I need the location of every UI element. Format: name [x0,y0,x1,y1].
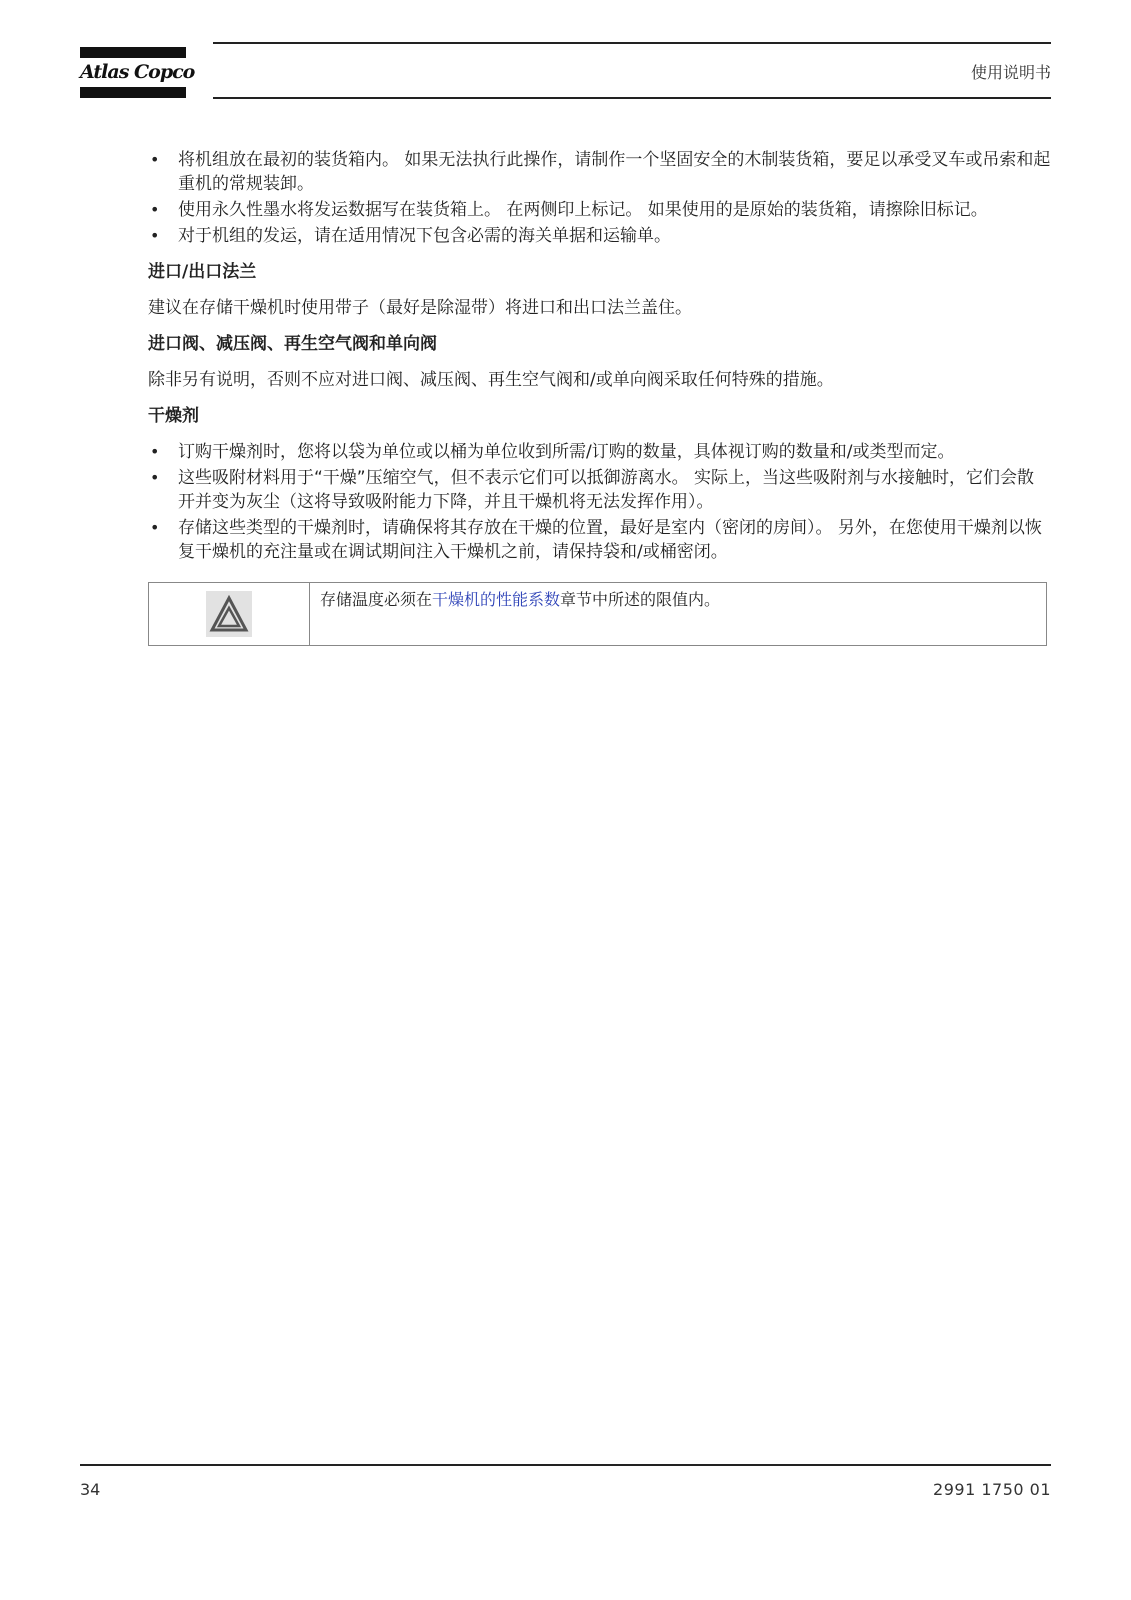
section-heading-flanges: 进口/出口法兰 [148,262,257,282]
list-item: • 这些吸附材料用于“干燥”压缩空气，但不表示它们可以抵御游离水。 实际上，当这些吸附剂与水接触时，它们会散开并变为灰尘（这将导致吸附能力下降，并且干燥机将无法发挥作用）。 [148,466,1051,514]
list-item: • 将机组放在最初的装货箱内。 如果无法执行此操作，请制作一个坚固安全的木制装货箱，要足以承受叉车或吊索和起重机的常规装卸。 [148,148,1051,196]
note-icon-cell [149,583,310,645]
logo-text: Atlas Copco [80,61,195,83]
warning-triangle-icon [206,591,252,637]
list-item: • 使用永久性墨水将发运数据写在装货箱上。 在两侧印上标记。 如果使用的是原始的装货箱，请擦除旧标记。 [148,198,1051,222]
document-title: 使用说明书 [970,63,1051,82]
header-rule-bottom [213,97,1051,99]
list-item: • 订购干燥剂时，您将以袋为单位或以桶为单位收到所需/订购的数量，具体视订购的数量和/或类型而定。 [148,440,1051,464]
list-item: • 对于机组的发运，请在适用情况下包含必需的海关单据和运输单。 [148,224,1051,248]
page-number: 34 [80,1480,101,1499]
list-item: • 存储这些类型的干燥剂时，请确保将其存放在干燥的位置，最好是室内（密闭的房间）。 另外，在您使用干燥剂以恢复干燥机的充注量或在调试期间注入干燥机之前，请保持袋和/或桶密闭。 [148,516,1051,564]
logo-bar-top [80,47,186,58]
note-text-after: 章节中所述的限值内。 [560,590,721,609]
logo-bar-bottom [80,87,186,98]
atlas-copco-logo [80,47,195,98]
note-box [148,582,1047,646]
shipping-bullet-list [148,148,1051,248]
note-text [310,583,730,645]
section-text-valves: 除非另有说明，否则不应对进口阀、减压阀、再生空气阀和/或单向阀采取任何特殊的措施。 [148,370,834,390]
main-content [148,148,1051,646]
header-rule-top [213,42,1051,44]
performance-factors-link[interactable]: 干燥机的性能系数 [432,590,561,609]
footer-rule [80,1464,1051,1466]
section-heading-desiccant: 干燥剂 [148,406,199,426]
desiccant-bullet-list [148,440,1051,564]
note-text-before: 存储温度必须在 [320,590,433,609]
section-heading-valves: 进口阀、减压阀、再生空气阀和单向阀 [148,334,437,354]
document-number: 2991 1750 01 [933,1480,1051,1499]
section-text-flanges: 建议在存储干燥机时使用带子（最好是除湿带）将进口和出口法兰盖住。 [148,298,692,318]
